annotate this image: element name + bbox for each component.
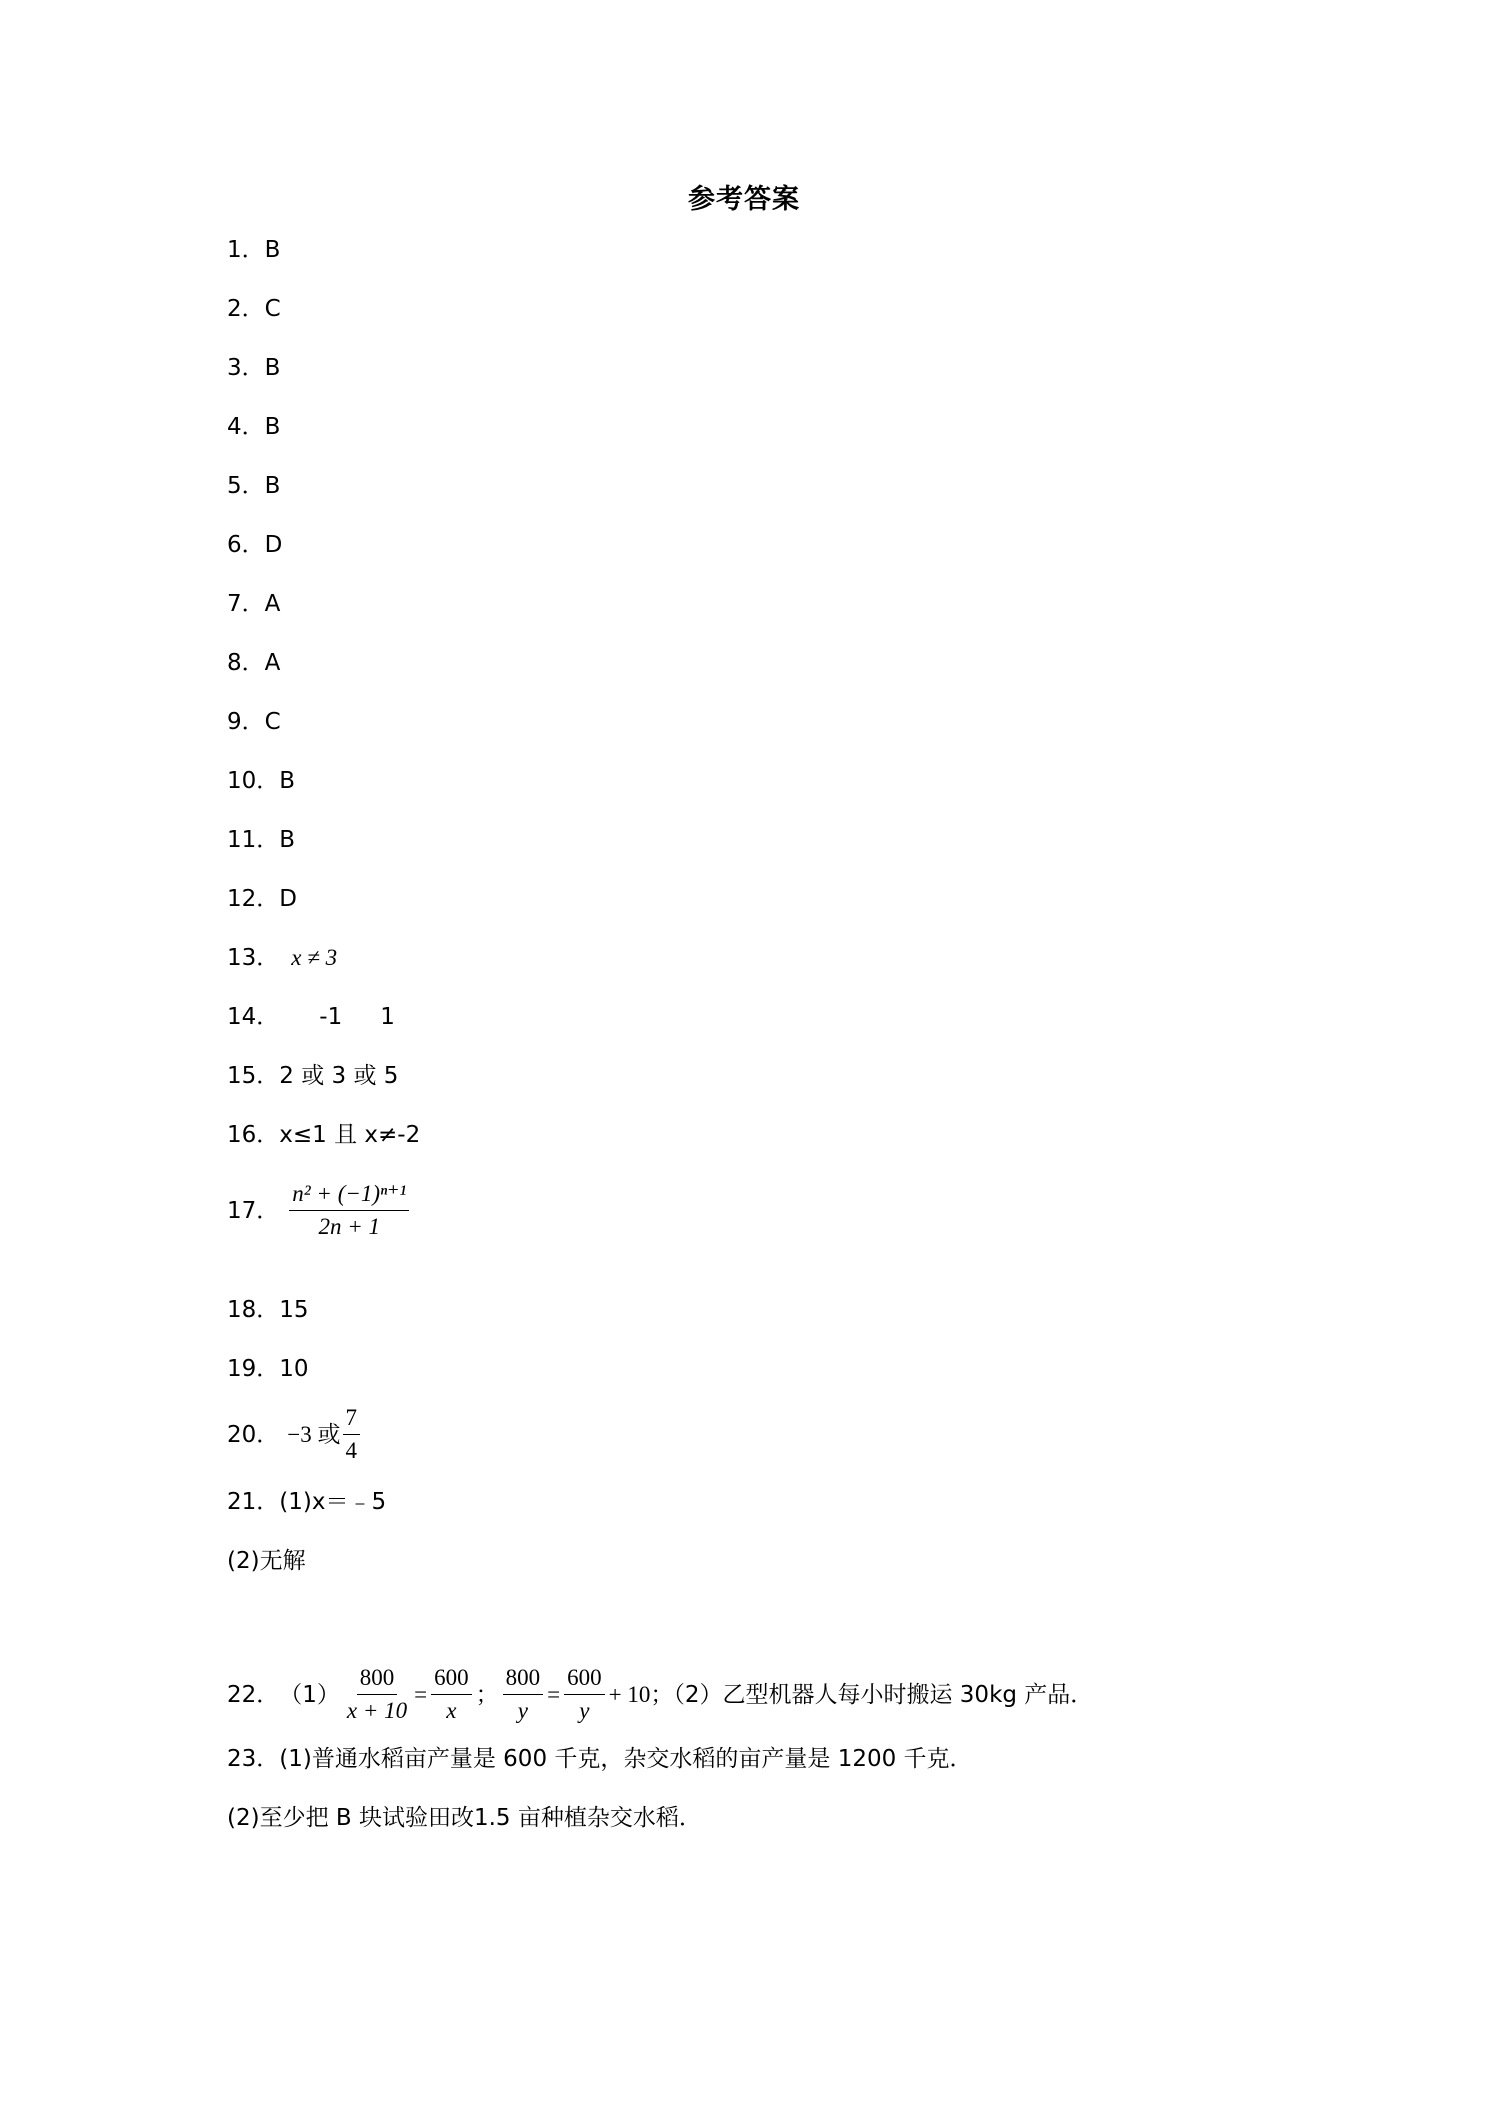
answer-4	[227, 411, 280, 443]
answer-20	[227, 1404, 364, 1465]
answer-number: 11．	[227, 827, 280, 853]
answer-value: B	[279, 827, 296, 853]
answer-number: 12．	[227, 886, 280, 912]
fraction-denominator: y	[517, 1698, 528, 1723]
answer-12	[227, 883, 297, 915]
answer-number: 8．	[227, 650, 265, 676]
answer-value: (2)至少把 B 块试验田改1.5 亩种植杂交水稻．	[227, 1805, 702, 1831]
page-title: 参考答案	[688, 184, 800, 215]
answer-number: 5．	[227, 473, 265, 499]
answer-number: 14．	[227, 1004, 280, 1030]
answer-5	[227, 470, 280, 502]
answer-value: A	[264, 591, 281, 617]
answer-number: 16．	[227, 1122, 280, 1148]
answer-21-part-2	[227, 1545, 306, 1577]
answer-number: 22．	[227, 1681, 280, 1708]
answer-16	[227, 1119, 420, 1151]
answer-value-a: -1	[319, 1004, 343, 1030]
answer-22	[227, 1664, 1093, 1725]
answer-number: 19．	[227, 1356, 280, 1382]
fraction-numerator: 600	[564, 1664, 605, 1695]
answer-23-part-2	[227, 1802, 702, 1834]
answer-prefix: −3 或	[287, 1421, 341, 1447]
answer-14	[227, 1001, 395, 1033]
answer-13	[227, 942, 337, 974]
answer-fraction	[343, 1404, 361, 1465]
equation-1-left-fraction	[344, 1664, 410, 1725]
answer-2	[227, 293, 281, 325]
answer-number: 1．	[227, 237, 265, 263]
answer-21-part-1	[227, 1486, 386, 1518]
answer-value: x≤1 且 x≠-2	[279, 1122, 421, 1148]
fraction-numerator: n² + (−1)ⁿ⁺¹	[289, 1180, 409, 1211]
answer-value: C	[264, 709, 281, 735]
answer-number: 17．	[227, 1197, 280, 1224]
equation-2-right-fraction	[564, 1664, 605, 1725]
answer-number: 18．	[227, 1297, 280, 1323]
equals-sign: =	[547, 1681, 561, 1707]
fraction-denominator: y	[579, 1698, 590, 1723]
answer-number: 15．	[227, 1063, 280, 1089]
answer-value: D	[279, 886, 297, 912]
fraction-denominator: x + 10	[346, 1698, 408, 1723]
answer-value: 2 或 3 或 5	[279, 1063, 399, 1089]
answer-value: A	[264, 650, 281, 676]
answer-number: 21．	[227, 1489, 280, 1515]
answer-value: 15	[279, 1297, 309, 1323]
answer-number: 20．	[227, 1421, 280, 1448]
answer-17	[227, 1180, 413, 1241]
fraction-numerator: 7	[343, 1404, 361, 1435]
answer-7	[227, 588, 280, 620]
answer-value: B	[264, 237, 281, 263]
answer-6	[227, 529, 282, 561]
fraction-denominator: x	[446, 1698, 457, 1723]
answer-fraction	[289, 1180, 409, 1241]
answer-value: B	[264, 473, 281, 499]
equation-2-left-fraction	[503, 1664, 544, 1725]
answer-number: 2．	[227, 296, 265, 322]
equation-1-right-fraction	[431, 1664, 472, 1725]
answer-3	[227, 352, 280, 384]
fraction-denominator: 2n + 1	[318, 1214, 381, 1239]
fraction-denominator: 4	[345, 1438, 358, 1463]
answer-value: B	[264, 414, 281, 440]
fraction-numerator: 800	[357, 1664, 398, 1695]
fraction-numerator: 800	[503, 1664, 544, 1695]
answer-value: B	[279, 768, 296, 794]
answer-number: 23．	[227, 1746, 280, 1772]
answer-number: 6．	[227, 532, 265, 558]
equals-sign: =	[414, 1681, 428, 1707]
answer-value: (1)普通水稻亩产量是 600 千克，杂交水稻的亩产量是 1200 千克．	[279, 1746, 973, 1772]
answer-15	[227, 1060, 398, 1092]
answer-23-part-1	[227, 1743, 973, 1775]
answer-value: C	[264, 296, 281, 322]
answer-number: 9．	[227, 709, 265, 735]
answer-value: B	[264, 355, 281, 381]
answer-10	[227, 765, 295, 797]
answer-value: x ≠ 3	[291, 945, 338, 970]
answer-8	[227, 647, 280, 679]
plus-term: + 10	[608, 1681, 651, 1707]
answer-value: ；（2）乙型机器人每小时搬运 30kg 产品．	[650, 1681, 1094, 1708]
answer-value: 10	[279, 1356, 309, 1382]
answer-11	[227, 824, 295, 856]
answer-value: D	[264, 532, 283, 558]
answer-value: (2)无解	[227, 1548, 306, 1574]
separator: ；	[475, 1681, 499, 1708]
fraction-numerator: 600	[431, 1664, 472, 1695]
answer-part-label: （1）	[279, 1681, 340, 1708]
answer-1	[227, 234, 280, 266]
answer-value: (1)x＝﹣5	[279, 1489, 387, 1515]
answer-19	[227, 1353, 309, 1385]
answer-9	[227, 706, 281, 738]
answer-18	[227, 1294, 309, 1326]
answer-number: 4．	[227, 414, 265, 440]
answer-number: 7．	[227, 591, 265, 617]
answer-number: 13．	[227, 945, 280, 971]
answer-number: 10．	[227, 768, 280, 794]
answer-number: 3．	[227, 355, 265, 381]
answer-value-b: 1	[380, 1004, 395, 1030]
